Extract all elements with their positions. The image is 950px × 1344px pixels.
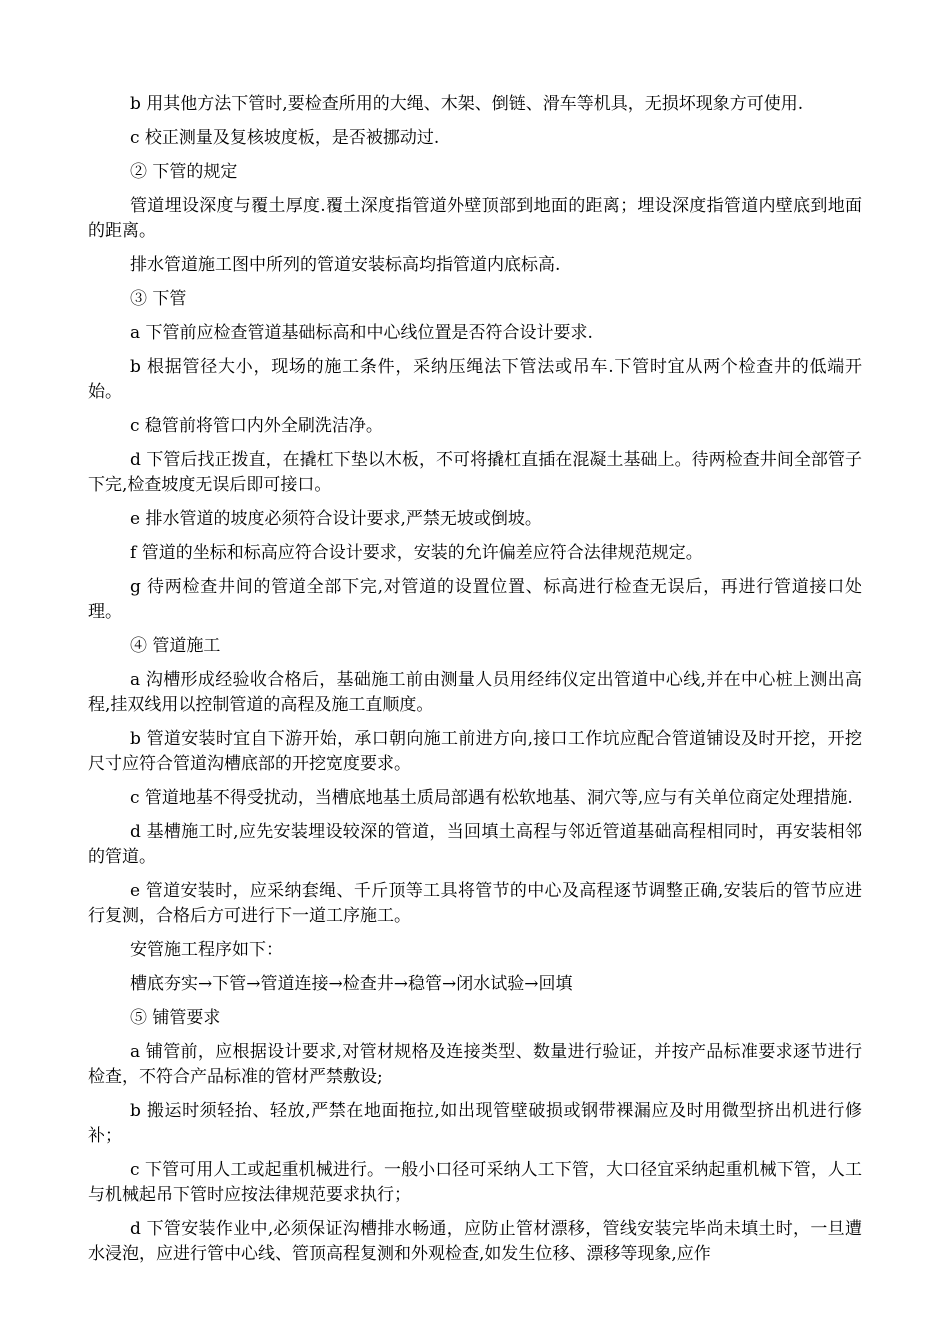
paragraph: a 沟槽形成经验收合格后，基础施工前由测量人员用经纬仪定出管道中心线,并在中心桩上测出高程,挂双线用以控制管道的高程及施工直顺度。	[88, 670, 862, 715]
section-heading: ③ 下管	[130, 289, 187, 309]
paragraph: a 铺管前，应根据设计要求,对管材规格及连接类型、数量进行验证，并按产品标准要求逐节进行检查，不符合产品标准的管材严禁敷设;	[88, 1042, 862, 1087]
paragraph: 管道埋设深度与覆土厚度.覆土深度指管道外壁顶部到地面的距离；埋设深度指管道内壁底到地面的距离。	[88, 196, 862, 241]
process-flow: 槽底夯实→下管→管道连接→检查井→稳管→闭水试验→回填	[130, 974, 573, 994]
paragraph: e 管道安装时，应采纳套绳、千斤顶等工具将管节的中心及高程逐节调整正确,安装后的管节应进行复测，合格后方可进行下一道工序施工。	[88, 881, 862, 926]
paragraph: b 根据管径大小，现场的施工条件，采纳压绳法下管法或吊车.下管时宜从两个检查井的低端开始。	[88, 357, 862, 402]
paragraph: d 下管安装作业中,必须保证沟槽排水畅通，应防止管材漂移，管线安装完毕尚未填土时，一旦遭水浸泡，应进行管中心线、管顶高程复测和外观检查,如发生位移、漂移等现象,应作	[88, 1219, 862, 1264]
section-heading: ⑤ 铺管要求	[130, 1008, 221, 1028]
section-heading: ④ 管道施工	[130, 636, 221, 656]
paragraph: c 管道地基不得受扰动，当槽底地基土质局部遇有松软地基、洞穴等,应与有关单位商定处理措施.	[130, 788, 853, 808]
paragraph: e 排水管道的坡度必须符合设计要求,严禁无坡或倒坡。	[130, 509, 542, 529]
paragraph: b 管道安装时宜自下游开始，承口朝向施工前进方向,接口工作坑应配合管道铺设及时开挖，开挖尺寸应符合管道沟槽底部的开挖宽度要求。	[88, 729, 862, 774]
paragraph: 排水管道施工图中所列的管道安装标高均指管道内底标高.	[130, 255, 561, 275]
paragraph: b 搬运时须轻抬、轻放,严禁在地面拖拉,如出现管壁破损或钢带裸漏应及时用微型挤出机进行修补；	[88, 1101, 862, 1146]
section-heading: ② 下管的规定	[130, 162, 238, 182]
paragraph: d 基槽施工时,应先安装埋设较深的管道，当回填土高程与邻近管道基础高程相同时，再安装相邻的管道。	[88, 822, 862, 867]
paragraph: a 下管前应检查管道基础标高和中心线位置是否符合设计要求.	[130, 323, 593, 343]
paragraph: c 校正测量及复核坡度板，是否被挪动过.	[130, 128, 440, 148]
paragraph: d 下管后找正拨直，在撬杠下垫以木板，不可将撬杠直插在混凝土基础上。待两检查井间全部管子下完,检查坡度无误后即可接口。	[88, 450, 862, 495]
paragraph: f 管道的坐标和标高应符合设计要求，安装的允许偏差应符合法律规范规定。	[130, 543, 703, 563]
paragraph: 安管施工程序如下：	[130, 940, 283, 960]
paragraph: c 下管可用人工或起重机械进行。一般小口径可采纳人工下管，大口径宜采纳起重机械下管，人工与机械起吊下管时应按法律规范要求执行；	[88, 1160, 862, 1205]
paragraph: b 用其他方法下管时,要检查所用的大绳、木架、倒链、滑车等机具，无损坏现象方可使用.	[130, 94, 804, 114]
paragraph: g 待两检查井间的管道全部下完,对管道的设置位置、标高进行检查无误后，再进行管道接口处理。	[88, 577, 862, 622]
paragraph: c 稳管前将管口内外全刷洗洁净。	[130, 416, 383, 436]
